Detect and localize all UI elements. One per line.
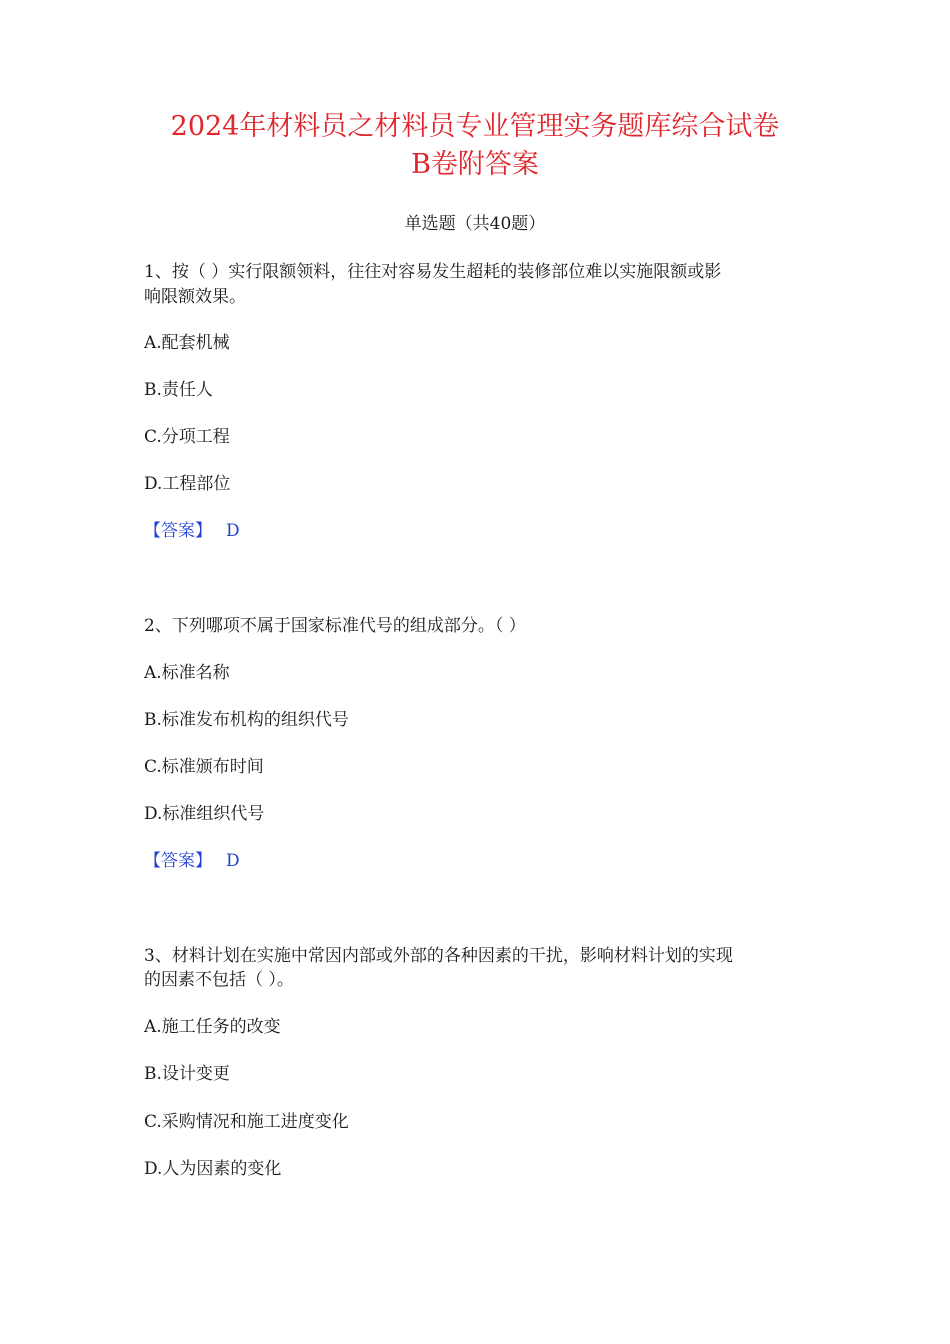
question-2-option-c: C.标准颁布时间 <box>144 757 264 777</box>
question-3-option-b: B.设计变更 <box>144 1064 230 1084</box>
question-3-option-c: C.采购情况和施工进度变化 <box>144 1112 349 1132</box>
section-heading: 单选题（共40题） <box>404 214 546 234</box>
answer-value: D <box>226 521 240 541</box>
question-1-answer <box>144 517 814 545</box>
question-1-option-a: A.配套机械 <box>144 333 230 353</box>
question-2-answer <box>144 847 814 875</box>
question-2-option-b: B.标准发布机构的组织代号 <box>144 710 349 730</box>
question-1-stem-line-1: 1、按（ ）实行限额领料，往往对容易发生超耗的装修部位难以实施限额或影 <box>144 262 722 282</box>
document-title <box>100 108 850 184</box>
question-3-stem-line-1: 3、材料计划在实施中常因内部或外部的各种因素的干扰，影响材料计划的实现 <box>144 946 733 966</box>
question-3-stem-line-2: 的因素不包括（ ）。 <box>144 970 294 990</box>
answer-label: 【答案】 <box>144 851 212 871</box>
question-1-option-c: C.分项工程 <box>144 427 230 447</box>
question-3-option-d: D.人为因素的变化 <box>144 1159 282 1179</box>
question-2-stem-line-1: 2、下列哪项不属于国家标准代号的组成部分。（ ） <box>144 616 526 636</box>
document-title-line-1: 2024年材料员之材料员专业管理实务题库综合试卷 <box>170 111 780 142</box>
question-1-option-b: B.责任人 <box>144 380 213 400</box>
question-3-option-a: A.施工任务的改变 <box>144 1017 281 1037</box>
answer-value: D <box>226 851 240 871</box>
document-title-line-2: B卷附答案 <box>411 149 539 180</box>
question-1-stem-line-2: 响限额效果。 <box>144 287 246 307</box>
question-2-option-d: D.标准组织代号 <box>144 804 265 824</box>
question-1-option-d: D.工程部位 <box>144 474 231 494</box>
question-2-option-a: A.标准名称 <box>144 663 230 683</box>
answer-label: 【答案】 <box>144 521 212 541</box>
